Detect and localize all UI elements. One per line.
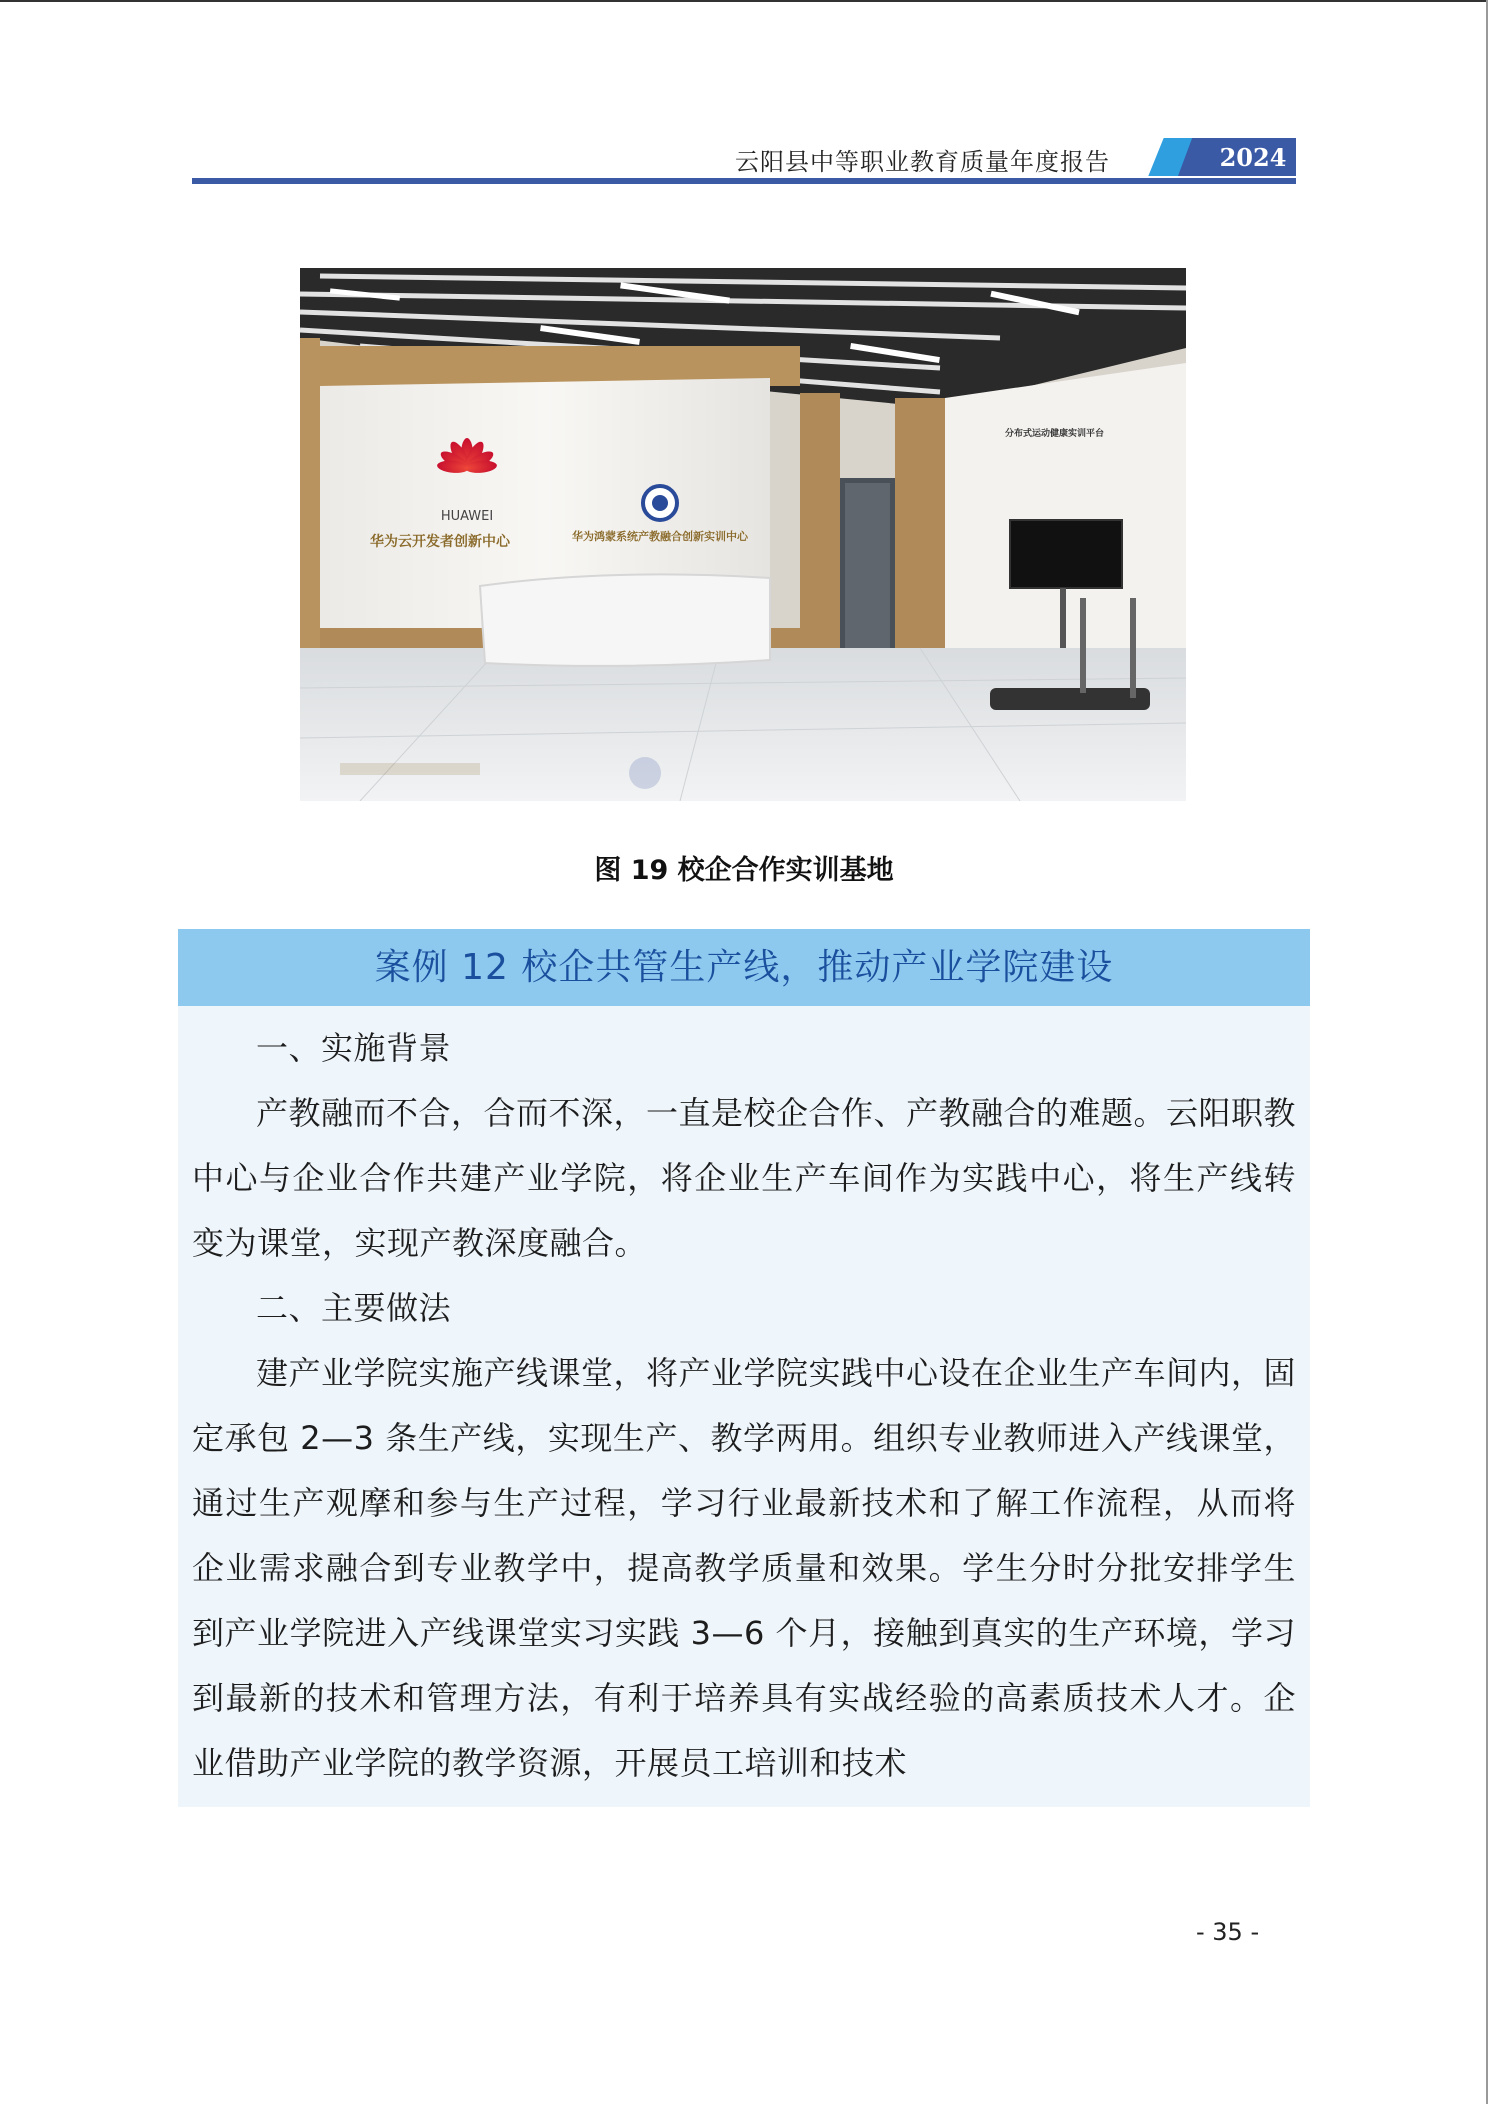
report-year: 2024 [1219,143,1287,172]
case-title: 案例 12 校企共管生产线，推动产业学院建设 [178,929,1310,1006]
section-heading-background: 一、实施背景 [256,1029,452,1067]
header-rule [192,178,1296,184]
wall-sign-right: 华为鸿蒙系统产教融合创新实训中心 [572,530,748,543]
paragraph-practices: 建产业学院实施产线课堂，将产业学院实践中心设在企业生产车间内，固定承包 2—3 条生产线，实现生产、教学两用。组织专业教师进入产线课堂，通过生产观摩和参与生产过程，学习行业最新技术和了解工作流程，从而将企业需求融合到专业教学中，提高教学质量和效果。学生分时分批安排学生到产业学院进入产线课堂实习实践 3—6 个月，接触到真实的生产环境，学习到最新的技术和管理方法，有利于培养具有实战经验的高素质技术人才。企业借助产业学院的教学资源，开展员工培训和技术 [192,1354,1297,1782]
school-emblem-icon [643,486,677,520]
report-title: 云阳县中等职业教育质量年度报告 [735,148,1110,176]
case-body [178,1006,1310,1796]
wall-sign-left: 华为云开发者创新中心 [370,534,510,550]
paragraph-background: 产教融而不合，合而不深，一直是校企合作、产教融合的难题。云阳职教中心与企业合作共建产业学院，将企业生产车间作为实践中心，将生产线转变为课堂，实现产教深度融合。 [192,1094,1297,1262]
training-base-photo [300,268,1186,801]
running-header [192,136,1296,186]
top-border [0,0,1488,2]
figure-caption: 图 19 校企合作实训基地 [594,855,894,886]
side-sign-text: 分布式运动健康实训平台 [1005,429,1105,439]
page-number: - 35 - [1196,1918,1260,1946]
huawei-logo-text: HUAWEI [440,509,494,524]
section-heading-practices: 二、主要做法 [256,1289,452,1327]
case-study-box [178,929,1310,1807]
